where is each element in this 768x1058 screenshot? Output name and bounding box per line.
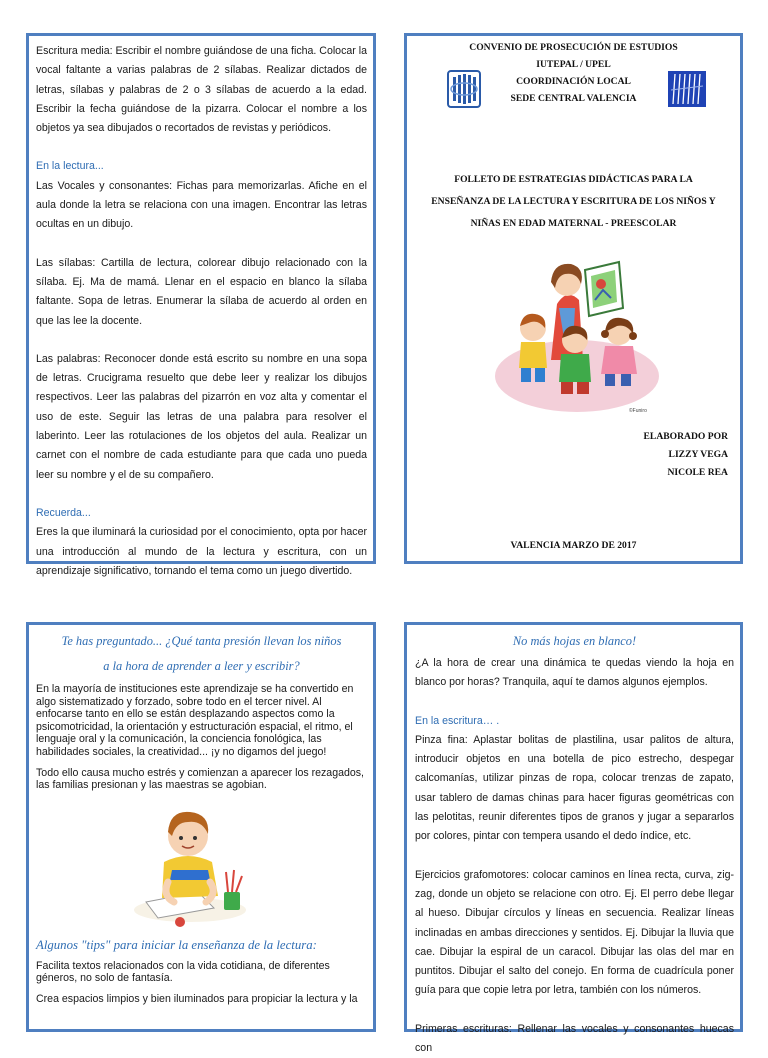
examples-heading: No más hojas en blanco! (512, 634, 637, 648)
illustration-credit: ©Funiro (629, 408, 647, 414)
cover-coordinacion: COORDINACIÓN LOCAL (516, 76, 631, 87)
paragraph-pinza-fina: Pinza fina: Aplastar bolitas de plastilina, usar palitos de altura, introducir objetos en una botella de pico estrecho, despegar calcomanías, utilizar pinzas de ropa, colocar trenzas de zapato, usar tablero de damas chinas para hacer figuras geométricas con las pelotitas, reunir diferentes tipos de granos y jugar a separarlos por colores, pintar con tempera usando el dedo índice, etc. (415, 733, 734, 843)
tip-espacios: Crea espacios limpios y bien iluminados para propiciar la lectura y la (36, 992, 358, 1005)
paragraph-palabras: Las palabras: Reconocer donde está escrito su nombre en una sopa de letras. Crucigrama resuelto que debe leer y realizar los dibujos respectivos. Leer las palabras del pizarrón en voz alta y comentar el uso de este. Seguir las letras de una palabra para resolver el laberinto. Leer las rotulaciones de los objetos del aula. Realizar un carnet con el nombre de cada estudiante para que cada uno pueda leer su nombre y el de su compañero. (36, 352, 367, 481)
page-panel-strategies (26, 33, 376, 577)
cover-iutepal: IUTEPAL / UPEL (536, 59, 611, 70)
cover-convenio: CONVENIO DE PROSECUCIÓN DE ESTUDIOS (469, 42, 678, 53)
pressure-heading-line2: a la hora de aprender a leer y escribir? (103, 659, 300, 673)
paragraph-silabas: Las sílabas: Cartilla de lectura, colorear dibujo relacionado con la sílaba. Ej. Ma de mamá. Llenar en el espacio en blanco la sílaba faltante. Sopa de letras. Enumerar la sílaba de acuerdo al orden en que las lee la docente. (36, 256, 367, 327)
paragraph-primeras-escrituras: Primeras escrituras: Rellenar las vocales y consonantes huecas con (415, 1022, 734, 1055)
page-panel-examples (404, 622, 743, 1055)
tip-textos: Facilita textos relacionados con la vida cotidiana, de diferentes géneros, no solo de fantasía. (36, 959, 330, 985)
page-panel-cover (404, 33, 743, 564)
cover-author-nicole: NICOLE REA (667, 467, 728, 478)
paragraph-escritura-media: Escritura media: Escribir el nombre guiándose de una ficha. Colocar la vocal faltante a varias palabras de 2 sílabas. Realizar dictados de letras, sílabas y palabras de 2 o 3 sílabas de acuerdo a la edad. Escribir la fecha guiándose de la pizarra. Colocar el nombre a los objetos ya sea dibujados o recortados de revistas y periódicos. (36, 45, 367, 135)
page-panel-pressure (26, 622, 376, 1032)
pressure-heading-line1: Te has preguntado... ¿Qué tanta presión llevan los niños (61, 634, 342, 648)
cover-sede: SEDE CENTRAL VALENCIA (510, 93, 637, 104)
subheading-recuerda: Recuerda... (36, 506, 91, 519)
paragraph-grafomotores: Ejercicios grafomotores: colocar caminos en línea recta, curva, zig-zag, donde un objeto se relacione con otro. Ej. El perro debe llegar al hueso. Dibujar círculos y líneas en secuencia. Realizar líneas inclinadas en ambas direcciones y sentidos. Ej. Dibujar la lluvia que cae. Dibujar la espiral de un caracol. Dibujar las olas del mar en puntitos. Dibujar el salto del conejo. En forma de cuadrícula poner guía para que copie letra por letra, también con los números. (415, 868, 734, 997)
paragraph-recuerda: Eres la que iluminará la curiosidad por el conocimiento, opta por hacer una introducción al mundo de la lectura y escritura, con un aprendizaje significativo, tornando el tema como un juego divertido. (36, 526, 367, 577)
upel-logo-icon (667, 70, 707, 108)
cover-title: FOLLETO DE ESTRATEGIAS DIDÁCTICAS PARA LA ENSEÑANZA DE LA LECTURA Y ESCRITURA DE LOS NIÑOS Y NIÑAS EN EDAD MATERNAL - PREESCOLAR (431, 174, 716, 229)
teacher-reading-children-illustration (493, 248, 661, 416)
subheading-escritura: En la escritura… . (415, 714, 500, 727)
boy-writing-illustration (128, 800, 258, 928)
cover-date: VALENCIA MARZO DE 2017 (510, 540, 637, 551)
cover-elaborado: ELABORADO POR (643, 431, 728, 442)
paragraph-estres: Todo ello causa mucho estrés y comienzan a aparecer los rezagados, las familias presionan y las maestras se agobian. (36, 766, 364, 792)
iutepal-logo-icon (446, 69, 482, 109)
subheading-lectura: En la lectura... (36, 160, 104, 173)
paragraph-vocales: Las Vocales y consonantes: Fichas para memorizarlas. Afiche en el aula donde la letra se relaciona con una imagen. Encontrar las letras ocultas en un dibujo. (36, 179, 367, 231)
cover-author-lizzy: LIZZY VEGA (668, 449, 728, 460)
tips-heading: Algunos "tips" para iniciar la enseñanza de la lectura: (36, 937, 317, 952)
paragraph-hoja-blanco: ¿A la hora de crear una dinámica te quedas viendo la hoja en blanco por horas? Tranquila, aquí te damos algunos ejemplos. (415, 657, 734, 689)
paragraph-mayoria: En la mayoría de instituciones este aprendizaje se ha convertido en algo sistematizado y forzado, sobre todo en el tercer nivel. Al enfocarse tanto en ello se están desplazando aspectos como la psicomotricidad, la orientación y estructuración espacial, el ritmo, el lenguaje oral y la comunicación, la conciencia fonológica, las habilidades sociales, la creatividad... ¡y no digamos del juego! (36, 683, 354, 758)
